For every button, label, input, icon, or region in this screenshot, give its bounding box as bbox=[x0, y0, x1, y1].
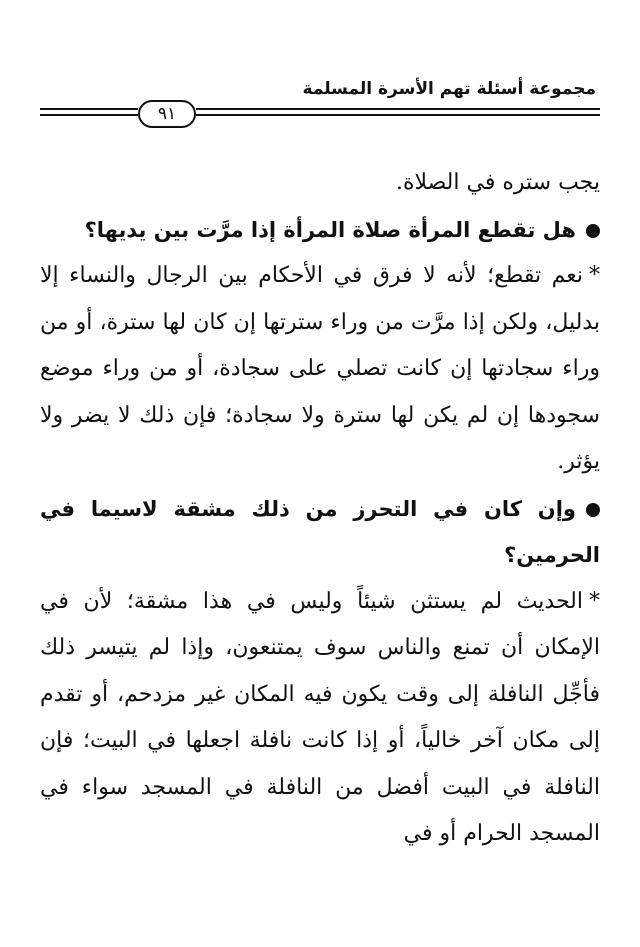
answer-1 bbox=[40, 253, 600, 486]
answer-2 bbox=[40, 579, 600, 858]
header-rule bbox=[40, 100, 600, 130]
page-number-badge bbox=[138, 100, 196, 128]
filled-circle-icon bbox=[586, 503, 600, 517]
asterisk-icon: * bbox=[589, 263, 600, 288]
question-1-text: هل تقطع المرأة صلاة المرأة إذا مرَّت بين يديها؟ bbox=[84, 217, 576, 242]
answer-2-text: الحديث لم يستثن شيئاً وليس في هذا مشقة؛ لأن في الإمكان أن تمنع والناس سوف يمتنعون، وإذا لم يتيسر ذلك فأجِّل النافلة إلى وقت يكون فيه المكان غير مزدحم، أو تقدم إلى مكان آخر خالياً، أو إذا كانت نافلة اجعلها في البيت؛ فإن النافلة في البيت أفضل من النافلة في المسجد سواء في المسجد الحرام أو في bbox=[40, 588, 600, 846]
asterisk-icon: * bbox=[589, 588, 600, 614]
filled-circle-icon bbox=[586, 224, 600, 238]
running-header-title: مجموعة أسئلة تهم الأسرة المسلمة bbox=[302, 79, 596, 99]
rule-line-left-top bbox=[40, 108, 138, 110]
question-2-text: وإن كان في التحرز من ذلك مشقة لاسيما في الحرمين؟ bbox=[40, 496, 600, 567]
rule-line-left-bottom bbox=[40, 114, 138, 116]
page-number: ٩١ bbox=[157, 104, 177, 124]
rule-line-right-top bbox=[196, 108, 600, 110]
question-2 bbox=[40, 486, 600, 579]
page-body bbox=[40, 160, 600, 858]
answer-1-text: نعم تقطع؛ لأنه لا فرق في الأحكام بين الرجال والنساء إلا بدليل، ولكن إذا مرَّت من وراء سترتها إن كان لها سترة، أو من وراء سجادتها إن كانت تصلي على سجادة، أو من وراء موضع سجودها إن لم يكن لها سترة ولا سجادة؛ فإن ذلك لا يضر ولا يؤثر. bbox=[40, 263, 600, 474]
question-1 bbox=[40, 207, 600, 254]
intro-line: يجب ستره في الصلاة. bbox=[395, 170, 600, 195]
rule-line-right-bottom bbox=[196, 114, 600, 116]
